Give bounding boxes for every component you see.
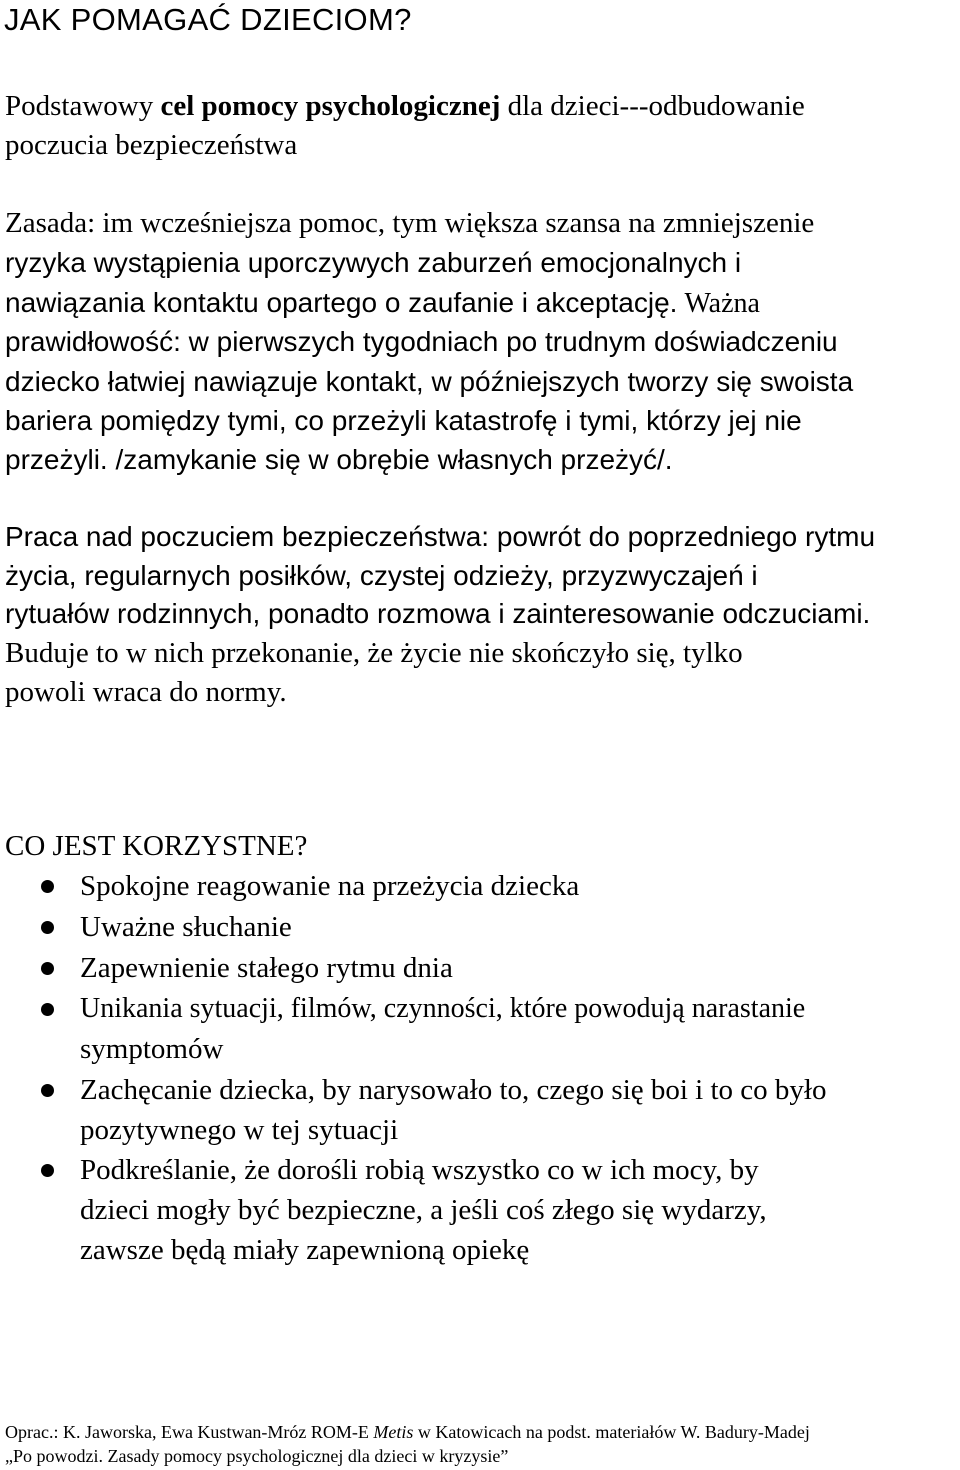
footer-credits — [5, 1421, 810, 1443]
list-item: Uważne słuchanie — [80, 911, 292, 943]
footer-credits-end: w Katowicach na podst. materiałów W. Badury-Madej — [413, 1422, 810, 1442]
list-item-continuation: pozytywnego w tej sytuacji — [80, 1114, 399, 1146]
rule-line-3-important: Ważna — [684, 288, 760, 319]
list-item: Podkreślanie, że dorośli robią wszystko co w ich mocy, by — [80, 1154, 759, 1186]
rule-line-3 — [5, 283, 760, 324]
safety-line-4: Buduje to w nich przekonanie, że życie nie skończyło się, tylko — [5, 637, 743, 669]
list-item: Spokojne reagowanie na przeżycia dziecka — [80, 870, 580, 902]
bullet-dot-icon — [41, 1164, 54, 1177]
list-item-continuation: dzieci mogły być bezpieczne, a jeśli coś złego się wydarzy, — [80, 1194, 767, 1226]
intro-text-start: Podstawowy — [5, 90, 161, 122]
footer-source: „Po powodzi. Zasady pomocy psychologicznej dla dzieci w kryzysie” — [5, 1446, 509, 1466]
safety-line-1: Praca nad poczuciem bezpieczeństwa: powrót do poprzedniego rytmu — [5, 521, 876, 552]
list-item: Zapewnienie stałego rytmu dnia — [80, 952, 453, 984]
intro-line-1 — [5, 86, 805, 126]
rule-line-5: dziecko łatwiej nawiązuje kontakt, w późniejszych tworzy się swoista — [5, 366, 854, 397]
footer-credits-italic: Metis — [373, 1422, 414, 1442]
rule-line-3-text: nawiązania kontaktu opartego o zaufanie i akceptację. — [5, 287, 678, 318]
safety-line-2: życia, regularnych posiłków, czystej odzieży, przyzwyczajeń i — [5, 560, 758, 591]
page-title: JAK POMAGAĆ DZIECIOM? — [4, 2, 412, 37]
safety-line-3: rytuałów rodzinnych, ponadto rozmowa i zainteresowanie odczuciami. — [5, 598, 871, 629]
list-item-continuation: symptomów — [80, 1033, 224, 1065]
bullet-dot-icon — [41, 880, 54, 893]
rule-line-2: ryzyka wystąpienia uporczywych zaburzeń emocjonalnych i — [5, 247, 742, 278]
section-heading: CO JEST KORZYSTNE? — [5, 830, 308, 862]
rule-line-4: prawidłowość: w pierwszych tygodniach po trudnym doświadczeniu — [5, 326, 838, 357]
safety-line-5: powoli wraca do normy. — [5, 676, 287, 708]
bullet-dot-icon — [41, 921, 54, 934]
bullet-dot-icon — [41, 962, 54, 975]
intro-bold-phrase: cel pomocy psychologicznej — [160, 90, 501, 122]
intro-line-2: poczucia bezpieczeństwa — [5, 129, 298, 161]
bullet-dot-icon — [41, 1084, 54, 1097]
rule-line-1: Zasada: im wcześniejsza pomoc, tym większa szansa na zmniejszenie — [5, 207, 815, 239]
footer-credits-start: Oprac.: K. Jaworska, Ewa Kustwan-Mróz ROM-E — [5, 1422, 374, 1442]
bullet-dot-icon — [41, 1003, 54, 1016]
intro-text-end: dla dzieci---odbudowanie — [500, 90, 805, 122]
rule-line-6: bariera pomiędzy tymi, co przeżyli katastrofę i tymi, którzy jej nie — [5, 405, 802, 436]
list-item-continuation: zawsze będą miały zapewnioną opiekę — [80, 1234, 530, 1266]
rule-line-7: przeżyli. /zamykanie się w obrębie własnych przeżyć/. — [5, 444, 673, 475]
list-item: Zachęcanie dziecka, by narysowało to, czego się boi i to co było — [80, 1074, 827, 1106]
list-item: Unikania sytuacji, filmów, czynności, które powodują narastanie — [80, 993, 806, 1024]
